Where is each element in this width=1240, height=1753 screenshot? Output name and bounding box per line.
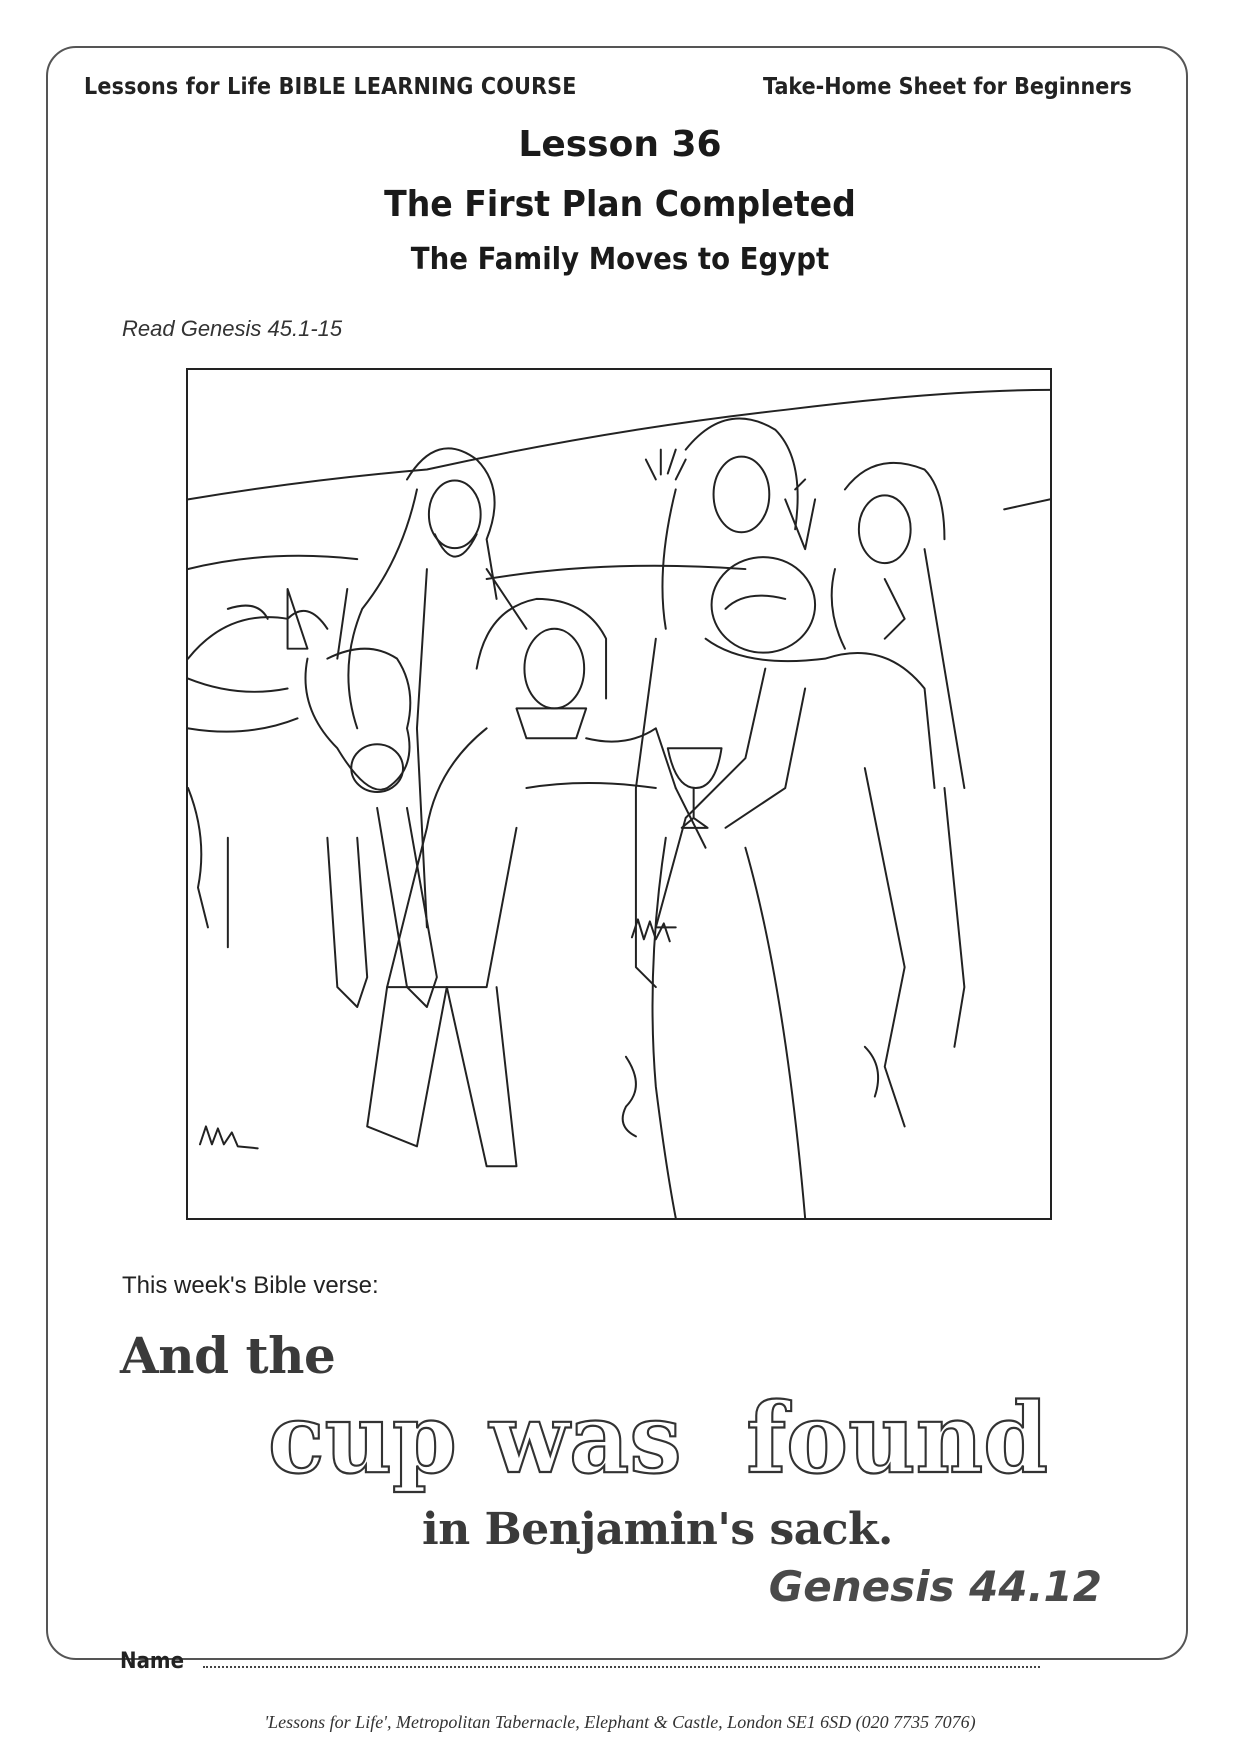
course-title: Lessons for Life BIBLE LEARNING COURSE [84, 74, 577, 100]
footer-address: 'Lessons for Life', Metropolitan Tabernacle, Elephant & Castle, London SE1 6SD (020 7735 7076) [264, 1712, 976, 1732]
verse-intro: This week's Bible verse: [122, 1272, 379, 1299]
verse-reference: Genesis 44.12 [768, 1562, 1102, 1611]
coloring-illustration [186, 368, 1052, 1220]
verse-line-2 [268, 1384, 1058, 1494]
name-label: Name [120, 1649, 184, 1674]
verse-line-1: And the [120, 1326, 336, 1385]
reading-reference: Read Genesis 45.1-15 [122, 316, 343, 341]
verse-line-3: in Benjamin's sack. [422, 1504, 893, 1555]
lesson-number: Lesson 36 [518, 124, 722, 165]
lesson-title: The First Plan Completed [384, 184, 856, 225]
lesson-subtitle: The Family Moves to Egypt [410, 242, 830, 277]
name-field [120, 1648, 1040, 1674]
name-input-line[interactable] [203, 1648, 1040, 1668]
sheet-type: Take-Home Sheet for Beginners [763, 74, 1132, 100]
verse-line-2-text: cup was found [268, 1384, 1048, 1494]
